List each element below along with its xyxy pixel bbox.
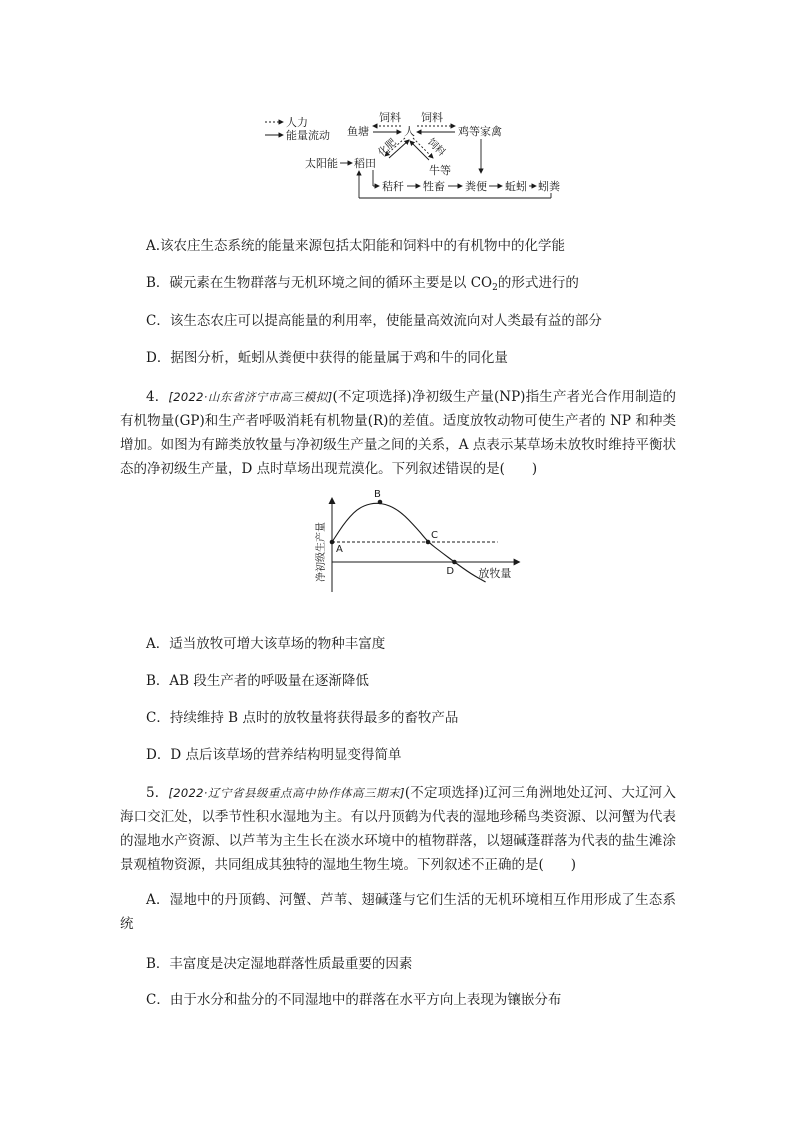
node-cattle: 牛等 xyxy=(429,164,451,177)
np-grazing-chart xyxy=(310,489,515,606)
label-feed-diag: 饲料 xyxy=(425,136,447,159)
point-label-d: D xyxy=(446,566,455,577)
point-b xyxy=(378,500,383,505)
point-label-b: B xyxy=(374,489,381,500)
q3-option-a: A.该农庄生态系统的能量来源包括太阳能和饲料中的有机物中的化学能 xyxy=(146,238,566,254)
label-feed-right: 饲料 xyxy=(421,111,443,124)
node-human: 人 xyxy=(404,125,415,138)
q3-option-c: C．该生态农庄可以提高能量的利用率，使能量高效流向对人类最有益的部分 xyxy=(146,313,602,329)
node-earthworm: 蚯蚓 xyxy=(505,180,527,193)
node-poultry: 鸡等家禽 xyxy=(458,125,502,138)
q3-option-d: D．据图分析，蚯蚓从粪便中获得的能量属于鸡和牛的同化量 xyxy=(146,350,508,366)
q4-stem: 4．[2022·山东省济宁市高三模拟](不定项选择)净初级生产量(NP)指生产者光合作用制造的有机物量(GP)和生产者呼吸消耗有机物量(R)的差值。适度放牧动物可使生产者的 NP 和种类增加。如图为有蹄类放牧量与净初级生产量之间的关系，A 点表示某草场未放牧时维持平衡状态的净初级生产量，D 点时草场出现荒漠化。下列叙述错误的是( ) xyxy=(120,389,676,477)
q4-option-a: A．适当放牧可增大该草场的物种丰富度 xyxy=(146,636,386,652)
point-a xyxy=(330,540,335,545)
legend-energy-label: 能量流动 xyxy=(286,129,330,142)
point-d xyxy=(452,560,457,565)
eco-farm-diagram xyxy=(255,108,560,200)
node-paddy: 稻田 xyxy=(354,157,376,170)
q5-option-a: A．湿地中的丹顶鹤、河蟹、芦苇、翅碱蓬与它们生活的无机环境相互作用形成了生态系统 xyxy=(120,892,676,932)
label-fertilizer: 化肥 xyxy=(376,136,399,159)
y-axis-label: 净初级生产量 xyxy=(316,522,327,582)
node-manure: 粪便 xyxy=(465,180,487,193)
point-label-c: C xyxy=(431,530,438,541)
node-earthworm-manure: 蚓粪 xyxy=(538,180,560,193)
q4-option-c: C．持续维持 B 点时的放牧量将获得最多的畜牧产品 xyxy=(146,710,459,726)
point-label-a: A xyxy=(336,544,343,555)
legend-human-label: 人力 xyxy=(286,116,308,129)
q5-option-b: B．丰富度是决定湿地群落性质最重要的因素 xyxy=(146,956,413,972)
np-curve xyxy=(332,503,486,582)
q5-stem: 5．[2022·辽宁省县级重点高中协作体高三期末](不定项选择)辽河三角洲地处辽河、大辽河入海口交汇处，以季节性积水湿地为主。有以丹顶鹤为代表的湿地珍稀鸟类资源、以河蟹为代表的湿地水产资源、以芦苇为主生长在淡水环境中的植物群落，以翅碱蓬群落为代表的盐生滩涂景观植物资源，共同组成其独特的湿地生物生境。下列叙述不正确的是( ) xyxy=(120,785,676,873)
x-axis-label: 放牧量 xyxy=(478,567,512,580)
q4-option-d: D．D 点后该草场的营养结构明显变得简单 xyxy=(146,747,402,763)
label-feed-left: 饲料 xyxy=(379,111,401,124)
node-fish-pond: 鱼塘 xyxy=(347,125,369,138)
node-livestock: 牲畜 xyxy=(423,180,445,193)
node-straw: 秸秆 xyxy=(382,180,404,193)
q4-option-b: B．AB 段生产者的呼吸量在逐渐降低 xyxy=(146,673,369,689)
q3-option-b: B．碳元素在生物群落与无机环境之间的循环主要是以 $CO_2$的形式进行的 xyxy=(146,275,579,293)
q5-option-c: C．由于水分和盐分的不同湿地中的群落在水平方向上表现为镶嵌分布 xyxy=(146,992,562,1008)
point-c xyxy=(426,540,431,545)
node-sun: 太阳能 xyxy=(305,157,338,170)
